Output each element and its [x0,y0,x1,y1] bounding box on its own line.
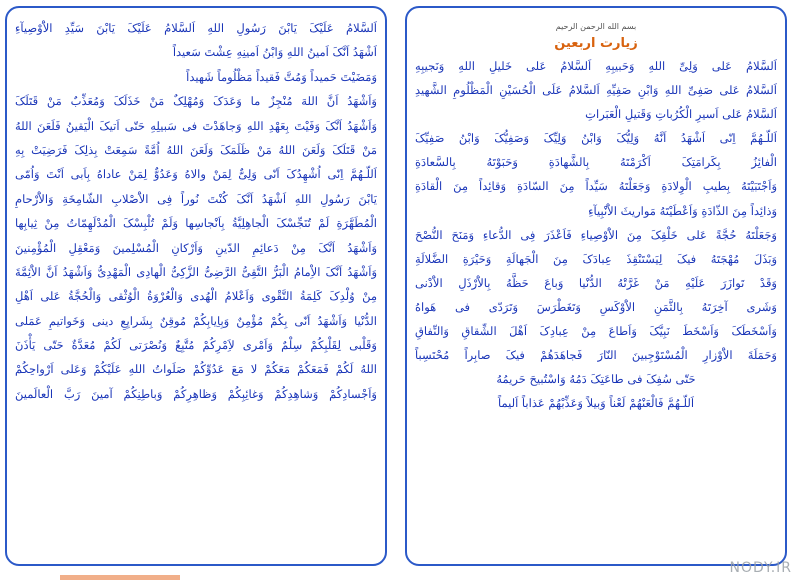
text-line: مِنْ وُلْدِکَ کَلِمَةُ التَّقْوی وَاَعْلامُ الْهُدی وَالْعُرْوَةُ الْوُثْقی وَالْحُجَّةُ عَلی اَهْلِ [15,289,377,304]
text-line: اللهُ لَکُمْ فَمَعَکُمْ مَعَکُمْ لا مَعَ عَدُوِّکُمْ صَلَواتُ اللهِ عَلَیْکُمْ وَعَلی اَرْواحِکُمْ [15,362,377,377]
left-page-text [15,16,377,406]
text-line: اَلسَّلامُ عَلی وَلِیِّ اللهِ وَحَبیبِهِ اَلسَّلامُ عَلی خَلیلِ اللهِ وَنَجیبِهِ [415,59,777,73]
text-line: وَقَلْبی لِقَلْبِکُمْ سِلْمٌ وَاَمْری لاَِمْرِکُمْ مُتَّبِعٌ وَنُصْرَتی لَکُمْ مُعَدَّةٌ حَتّی یَأْذَنَ [15,338,377,353]
text-line: وَجَعَلْتَهُ حُجَّةً عَلی خَلْقِکَ مِنَ الاَْوْصِیاءِ فَاَعْذَرَ فِی الدُّعاءِ وَمَنَحَ النُّصْحَ [415,227,777,242]
text-line: مَنْ قَتَلَکَ وَلَعَنَ اللهُ مَنْ ظَلَمَکَ وَلَعَنَ اللهُ اُمَّةً سَمِعَتْ بِذلِکَ فَرَضِیَتْ بِهِ [15,142,377,157]
text-line: اَللّـهُمَّ فَالْعَنْهُمْ لَعْناً وَبیلاً وَعَذِّبْهُمْ عَذاباً اَلیماً [497,396,695,411]
text-line: وَاَشْهَدُ اَنَّ اللهَ مُنْجِزٌ ما وَعَدَکَ وَمُهْلِکٌ مَنْ خَذَلَکَ وَمُعَذِّبٌ مَنْ قَتَلَکَ [15,94,377,109]
text-line: اَلسَّلامُ عَلی اَسیرِ الْکُرُباتِ وَقَتیلِ الْعَبَراتِ [585,107,777,122]
right-page-panel [405,6,787,566]
text-line: وَاَشْهَدُ اَنَّکَ الاِْمامُ الْبَرُّ التَّقِیُّ الرَّضِیُّ الزَّکِیُّ الْهادِی الْمَهْدِیُّ وَاَشْهَدُ اَنَّ الاَْئِمَّةَ [15,264,377,279]
page-title: زیارت اربعین [554,36,638,51]
left-page-panel [5,6,387,566]
text-line: وَاَجْتَبَیْتَهُ بِطیبِ الْوِلادَةِ وَجَعَلْتَهُ سَیِّداً مِنَ السّادَةِ وَقائِداً مِنَ الْقادَةِ [415,179,777,194]
text-line: اَشْهَدُ اَنَّکَ اَمینُ اللهِ وَابْنُ اَمینِهِ عِشْتَ سَعیداً [172,45,377,60]
text-line: الْمُطَهَّرَةِ لَمْ تُنَجِّسْکَ الْجاهِلِیَّةُ بِاَنْجاسِها وَلَمْ تُلْبِسْکَ الْمُدْلَهِمّاتُ مِنْ ثِیابِها [15,216,377,231]
text-line: وَشَری آخِرَتَهُ بِالثَّمَنِ الاَْوْکَسِ وَتَغَطْرَسَ وَتَرَدّی فی هَواهُ [415,299,777,314]
text-line: وَاَشْهَدُ اَنَّکَ مِنْ دَعائِمِ الدّینِ وَاَرْکانِ الْمُسْلِمینَ وَمَعْقِلِ الْمُؤْمِنینَ [15,240,377,255]
text-line: وَاَشْهَدُ اَنَّکَ وَفَیْتَ بِعَهْدِ اللهِ وَجاهَدْتَ فی سَبیلِهِ حَتّی اَتیکَ الْیَقینُ فَلَعَنَ اللهُ [15,118,377,133]
text-line: وَذائِداً مِنَ الذّادَةِ وَاَعْطَیْتَهُ مَواریثَ الاَْنْبِیآءِ [588,203,777,218]
right-page-text [415,18,777,415]
text-line: اَللّـهُمَّ اِنّی اَشْهَدُ اَنَّهُ وَلِیُّکَ وَابْنُ وَلِیِّکَ وَصَفِیُّکَ وَابْنُ صَفِیِّکَ [415,131,777,146]
text-line: الدُّنْیا وَاَشْهَدُ اَنّی بِکُمْ مُؤْمِنٌ وَبِاِیابِکُمْ مُوقِنٌ بِشَرایِعِ دینی وَخَواتیمِ عَمَلی [15,313,377,328]
basmala-header: بسم الله الرحمن الرحیم [555,22,637,31]
text-line: حَتّی سُفِکَ فی طاعَتِکَ دَمُهُ وَاسْتُبیحَ حَریمُهُ [496,372,696,387]
cropped-footer-strip [60,575,180,580]
text-line: اَلسَّلامُ عَلَیْکَ یَابْنَ رَسُولِ اللهِ اَلسَّلامُ عَلَیْکَ یَابْنَ سَیِّدِ الاَْوْصِیآءِ [15,21,377,35]
text-line: وَحَمَلَةَ الاَْوْزارِ الْمُسْتَوْجِبینَ النّارَ فَجاهَدَهُمْ فیکَ صابِراً مُحْتَسِباً [415,348,777,363]
text-line: وَبَذَلَ مُهْجَتَهُ فیکَ لِیَسْتَنْقِذَ عِبادَکَ مِنَ الْجَهالَةِ وَحَیْرَةِ الضَّلالَةِ [415,251,777,266]
text-line: وَقَدْ تَوازَرَ عَلَیْهِ مَنْ غَرَّتْهُ الدُّنْیا وَباعَ حَظَّهُ بِالاَْرْذَلِ الاَْدْنی [415,275,777,290]
text-line: الْفائِزُ بِکَرامَتِکَ اَکْرَمْتَهُ بِالشَّهادَةِ وَحَبَوْتَهُ بِالسَّعادَةِ [415,155,777,170]
site-watermark: NODY.IR [729,560,792,576]
text-line: وَاَسْخَطَکَ وَاَسْخَطَ نَبِیَّکَ وَاَطاعَ مِنْ عِبادِکَ اَهْلَ الشِّقاقِ وَالنِّفاقِ [415,324,777,339]
text-line: یَابْنَ رَسُولِ اللهِ اَشْهَدُ اَنَّکَ کُنْتَ نُوراً فِی الاَْصْلابِ الشّامِخَةِ وَالاَْرْحامِ [15,191,377,206]
text-line: اَلسَّلامُ عَلی صَفِیِّ اللهِ وَابْنِ صَفِیِّهِ اَلسَّلامُ عَلَی الْحُسَیْنِ الْمَظْلُومِ الشَّهیدِ [415,83,777,98]
text-line: وَاَجْسادِکُمْ وَشاهِدِکُمْ وَغائِبِکُمْ وَظاهِرِکُمْ وَباطِنِکُمْ آمینَ رَبَّ الْعالَمینَ [15,386,377,401]
text-line: وَمَضَیْتَ حَمیداً وَمُتَّ فَقیداً مَظْلُوماً شَهیداً [186,69,377,84]
text-line: اَللّـهُمَّ اِنّی اُشْهِدُکَ اَنّی وَلِیٌّ لِمَنْ والاهُ وَعَدُوٌّ لِمَنْ عاداهُ بِاَبی اَنْتَ وَاُمّی [15,167,377,182]
